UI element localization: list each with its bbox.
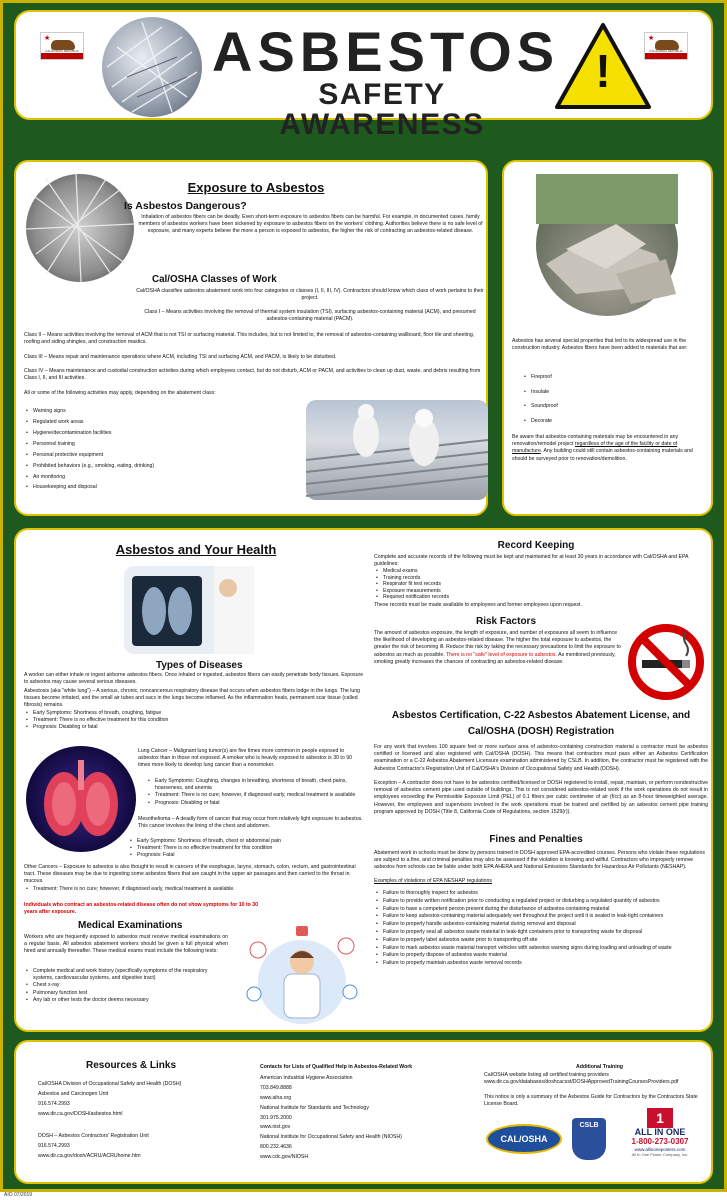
list-item: • Failure to properly dispose of asbestos waste material (374, 952, 708, 960)
fines-heading: Fines and Penalties (489, 834, 583, 845)
medical-list (24, 968, 228, 1004)
list-item: • Insulate (522, 385, 702, 400)
records-list (374, 568, 708, 601)
certification-text-1: For any work that involves 100 square feet or more surface area of asbestos-containing construction material a contractor must be asbestos certified or licensed and also registered with Cal/OSHA (DOSH). This means that contractors must pass either an Asbestos Certification examination or a C-22 Asbestos Abatement Licensure examination administered by CSLB. In addition, the contractor must be registered with the Asbestos Contractor's Registration Unit of Cal/OSHA's Division of Occupational Safety and Health (DOSH). (374, 744, 708, 772)
training-providers-link[interactable]: www.dir.ca.gov/databases/doshcacsst/DOSHApprovedTrainingCoursesProviders.pdf (484, 1079, 679, 1086)
other-cancers-list (24, 886, 364, 893)
list-item: • Any lab or other tests the doctor deems necessary (24, 997, 228, 1004)
list-item: • Early Symptoms: Coughing, changes in breathing, shortness of breath, chest pains, hoarseness, and anemia (146, 778, 364, 792)
list-item: • Chest x-ray (24, 982, 228, 989)
summary-text: This notice is only a summary of the Asbestos Guide for Contractors by the Contractors State License Board. (484, 1094, 698, 1108)
contacts-list: American Industrial Hygiene Association 703.849.8888 www.aiha.org National Institute for Standards and Technology 301.975.2000 www.nist.gov National Institute for Occupational Safety and Health (NIOSH) 800.232.4636 www.cdc.gov/NIOSH (260, 1074, 480, 1163)
properties-panel (502, 160, 713, 516)
warning-triangle-icon: ! (554, 22, 652, 110)
certification-heading-1: Asbestos Certification, C-22 Asbestos Abatement License, and (391, 710, 691, 721)
list-item: • Prohibited behaviors (e.g., smoking, eating, drinking) (24, 461, 264, 472)
aiha-link[interactable]: www.aiha.org (260, 1094, 292, 1101)
list-item: • Personal protective equipment (24, 450, 264, 461)
properties-intro: Asbestos has several special properties that led to its widespread use in the construction industry. Asbestos fibers have been added to materials that are: (512, 338, 688, 352)
diseases-intro: A worker can either inhale or ingest airborne asbestos fibers. Once inhaled or ingested, asbestos fibers can easily penetrate body tissues. Exposure to asbestos may cause several serious diseases. (24, 672, 364, 686)
niosh-link[interactable]: www.cdc.gov/NIOSH (260, 1154, 309, 1160)
certification-heading-2: Cal/OSHA (DOSH) Registration (467, 726, 615, 737)
lungs-illustration (26, 746, 136, 852)
list-item: • Early Symptoms: Shortness of breath, chest or abdominal pain (128, 838, 364, 845)
list-item: • Failure to keep asbestos-containing material adequately wet throughout the project until it is sealed in leak-tight containers (374, 913, 708, 921)
list-item: • Failure to provide written notification prior to conducting a regulated project or disturbing a regulated quantity of asbestos (374, 898, 708, 906)
acru-link[interactable]: www.dir.ca.gov/dosh/ACRU/ACRUhome.htm (38, 1152, 141, 1159)
xray-doctor-photo (124, 566, 254, 654)
header-subtitle: SAFETY AWARENESS (279, 78, 485, 141)
list-item: • Soundproof (522, 399, 702, 414)
header-title: ASBESTOS (212, 20, 560, 83)
training-text: Cal/OSHA website listing all certified training providers www.dir.ca.gov/databases/doshcacsst/DOSHApprovedTrainingCoursesProviders.pdf (484, 1072, 708, 1086)
list-item: • Pulmonary function test (24, 990, 228, 997)
dangerous-text: Inhalation of asbestos fibers can be deadly. Even short-term exposure to asbestos fibers can be harmful. For example, in documented cases, family members of asbestos workers have been sickened by exposure to asbestos fibers on the workers' clothing. Authorities believe there is no safe level of exposure, and many experts believe the more a person is exposed to asbestos, the higher the risk of contracting an asbestos-related disease. (138, 214, 483, 235)
list-item: • Failure to mark asbestos waste material transport vehicles with asbestos warning signs during loading and unloading of waste (374, 945, 708, 953)
list-item: • Failure to thoroughly inspect for asbestos (374, 890, 708, 898)
list-item: • Failure to properly maintain asbestos waste removal records (374, 960, 708, 968)
fines-list (374, 890, 708, 968)
list-item: • Respirator fit test records (374, 581, 708, 588)
list-item: • Complete medical and work history (specifically symptoms of the respiratory systems, cardiovascular systems, and digestive tract) (24, 968, 228, 982)
list-item: • Treatment: There is no cure; however, if diagnosed early, medical treatment is available (146, 792, 364, 799)
header-panel (14, 10, 713, 141)
list-item: • Failure to have a competent person present during the disturbance of asbestos-containing material (374, 906, 708, 914)
nist-link[interactable]: www.nist.gov (260, 1124, 291, 1131)
risk-text: The amount of asbestos exposure, the length of exposure, and number of exposures all seem to influence the likelihood of developing an asbestos-related disease. The higher the total exposure to asbestos, the greater the risk of becoming ill. Reduce this risk by taking the necessary precautions to limit the exposure to asbestos as much as possible. There is no "safe" level of exposure to asbestos. As mentioned previously, smoking greatly increases the chances of contracting an asbestos-related disease. (374, 630, 621, 665)
cslb-logo: CSLB (572, 1118, 606, 1160)
fiber-texture (102, 17, 202, 117)
list-item: • Air monitoring (24, 472, 264, 483)
fines-text: Abatement work in schools must be done by persons trained in DOSH approved EPA-accredited courses. Persons who violate these regulations are subject to a fine, and criminal penalties may also be assessed if the violation is knowing and willful. Contractors who improperly remove asbestos from schools can be liable under both EPA AHERA and National Emissions Standards for Hazardous Air Pollutants (NESHAP). (374, 850, 705, 871)
list-item: • Warning signs (24, 406, 264, 417)
class-1-text: Class I – Means activities involving the removal of thermal system insulation (TSI), surfacing asbestos-containing material (ACM), and presumed asbestos-containing material (PACM). (144, 309, 476, 323)
california-flag-left: ★ CALIFORNIA REPUBLIC (40, 32, 84, 60)
doctor-illustration (236, 922, 366, 1026)
exposure-heading: Exposure to Asbestos (187, 180, 325, 195)
asbestos-fiber-photo (102, 17, 202, 117)
list-item: • Failure to properly handle asbestos-containing material during removal and disposal (374, 921, 708, 929)
list-item: • Treatment: There is no effective treatment for this condition (24, 717, 364, 724)
exposure-panel (14, 160, 488, 516)
list-item: • Medical exams (374, 568, 708, 575)
records-heading: Record Keeping (497, 540, 575, 551)
footer-code: AIO 07/2019 (4, 1192, 33, 1198)
list-item: • Failure to properly label asbestos waste prior to transporting off site (374, 937, 708, 945)
asbestos-closeup-photo (26, 174, 134, 282)
medical-text: Workers who are frequently exposed to asbestos must receive medical examinations on a regular basis. All asbestos abatement workers should be given a full physical when hired and annually thereafter. These medical exams must include the following tests: (24, 934, 228, 955)
records-outro: These records must be made available to employees and former employees upon request. (374, 602, 582, 608)
all-in-one-logo: 1 ALL IN ONE 1-800-273-0307 www.allinoneposters.com All In One Poster Company, Inc. (631, 1110, 689, 1157)
list-item: • Treatment: There is no cure; however, if diagnosed early, medical treatment is available. (24, 886, 364, 893)
fines-examples-heading: Examples of violations of EPA NESHAP regulations (374, 878, 493, 884)
class-3-text: Class III – Means repair and maintenance operations where ACM, including TSI and surfacing ACM, and PACM, is likely to be disturbed. (24, 354, 337, 360)
list-item: • Prognosis: Disabling or fatal (146, 800, 364, 807)
other-cancers-text: Other Cancers – Exposure to asbestos is also thought to result in cancers of the esophagus, larynx, stomach, colon, rectum, and gastrointestinal tract. These diseases may be due to ingesting some asbestos fibers that are caught in the upper air passages and then carried to the throat in mucous. (24, 864, 356, 885)
risk-heading: Risk Factors (475, 616, 537, 627)
list-item: • Regulated work areas (24, 417, 264, 428)
certification-text-2: Exception – A contractor does not have to be asbestos certified/licensed or DOSH registered to install, repair, maintain, or perform nondestructive removal of asbestos cement pipe used outside of buildings. This is not considered asbestos-related work if the work operations do not result in employees exceeding the Permissible Exposure Limit (PEL) of 0.1 fibers per cubic centimeter of air (f/cc) as an 8-hour timeweighted average. However, the employees and supervisors involved in the work operations must be trained and certified by an asbestos cement pipe training program approved by DOSH (Title 8, California Code of Regulations, section 1529(r)). (374, 780, 708, 815)
all-in-one-mark-icon: 1 (647, 1108, 673, 1128)
list-item: • Fireproof (522, 370, 702, 385)
list-item: • Housekeeping and disposal (24, 482, 264, 493)
roof-workers-photo (306, 400, 488, 500)
asbestosis-list (24, 710, 364, 732)
activities-list (24, 406, 264, 493)
list-item: • Training records (374, 575, 708, 582)
list-item: • Prognosis: Disabling or fatal (24, 724, 364, 731)
health-heading: Asbestos and Your Health (115, 542, 277, 557)
training-heading: Additional Training (576, 1064, 623, 1070)
diseases-heading: Types of Diseases (156, 660, 243, 671)
resources-heading: Resources & Links (86, 1060, 177, 1071)
asbestosis-text: Asbestosis (aka "white lung") – A serious, chronic, noncancerous respiratory disease that occurs when asbestos fibers lodge in the lungs. The lung tissues become irritated, and the small air tubes and sacs in the lungs become inflamed. As the inflammation heals, permanent scar tissue (called fibrosis) remains. (24, 688, 361, 709)
resources-block-2: DOSH – Asbestos Contractors' Registration Unit 916.574.2993 www.dir.ca.gov/dosh/ACRU/ACRUhome.htm (38, 1132, 258, 1162)
mesothelioma-text: Mesothelioma – A deadly form of cancer that may occur from relatively light exposure to asbestos. This cancer involves the lining of the chest and abdomen. (138, 816, 363, 830)
list-item: • Exposure measurements (374, 588, 708, 595)
list-item: • Early Symptoms: Shortness of breath, coughing, fatigue (24, 710, 364, 717)
classes-heading: Cal/OSHA Classes of Work (152, 274, 277, 285)
records-intro: Complete and accurate records of the following must be kept and maintained for at least 30 years in accordance with Cal/OSHA and EPA guidelines: (374, 554, 689, 568)
properties-list (522, 370, 702, 428)
resources-panel (14, 1040, 713, 1184)
list-item: • Decorate (522, 414, 702, 429)
list-item: • Hygiene/decontamination facilities (24, 428, 264, 439)
contacts-heading: Contacts for Lists of Qualified Help in Asbestos-Related Work (260, 1064, 413, 1070)
mesothelioma-list (128, 838, 364, 860)
list-item: • Treatment: There is no effective treatment for this condition (128, 845, 364, 852)
asbestos-debris-photo (536, 174, 678, 316)
list-item: • Personnel training (24, 439, 264, 450)
list-item: • Failure to properly seal all asbestos waste material in leak-tight containers prior to transporting waste for disposal (374, 929, 708, 937)
dosh-asbestos-link[interactable]: www.dir.ca.gov/DOSH/asbestos.html (38, 1110, 123, 1117)
properties-note: Be aware that asbestos-containing materials may be encountered in any renovation/remodel project regardless of the age of the facility or date of manufacture. Any building could still contain asbestos-containing materials and should be surveyed prior to renovation/demolition. (512, 434, 693, 462)
activities-intro: All or some of the following activities may apply, depending on the abatement class: (24, 390, 216, 396)
resources-block-1: Cal/OSHA Division of Occupational Safety and Health (DOSH) Asbestos and Carcinogen Unit 916.574.2993 www.dir.ca.gov/DOSH/asbestos.html (38, 1080, 258, 1120)
lung-cancer-list (146, 778, 364, 807)
lung-cancer-text: Lung Cancer – Malignant lung tumor(s) are five times more common in people exposed to asbestos than in those not exposed. A smoker who is heavily exposed to asbestos is 30 to 90 times more likely to develop lung cancer than a nonsmoker. (138, 748, 352, 769)
list-item: • Prognosis: Fatal (128, 852, 364, 859)
class-4-text: Class IV – Means maintenance and custodial construction activities during which employees contact, but do not disturb, ACM or PACM, and activities to clean up dust, waste, and debris resulting from Class I, II, and III activities. (24, 368, 481, 382)
health-panel (14, 528, 713, 1032)
classes-intro: Cal/OSHA classifies asbestos abatement work into four categories or classes (I, II, III, IV). Contractors should know which class of work pertains to their project. (136, 288, 484, 302)
medical-heading: Medical Examinations (78, 920, 183, 931)
symptoms-warning: Individuals who contract an asbestos-related disease often do not show symptoms for 10 to 30 years after exposure. (24, 902, 259, 916)
no-smoking-icon (626, 622, 706, 702)
class-2-text: Class II – Means activities involving the removal of ACM that is not TSI or surfacing material. This includes, but is not limited to, the removal of asbestos-containing wallboard, floor tile and sheeting, roofing and siding shingles, and construction mastics. (24, 332, 475, 346)
dangerous-heading: Is Asbestos Dangerous? (124, 200, 247, 212)
cal-osha-logo: CAL/OSHA (486, 1124, 562, 1154)
california-flag-right: ★ CALIFORNIA REPUBLIC (644, 32, 688, 60)
list-item: • Required notification records (374, 594, 708, 601)
